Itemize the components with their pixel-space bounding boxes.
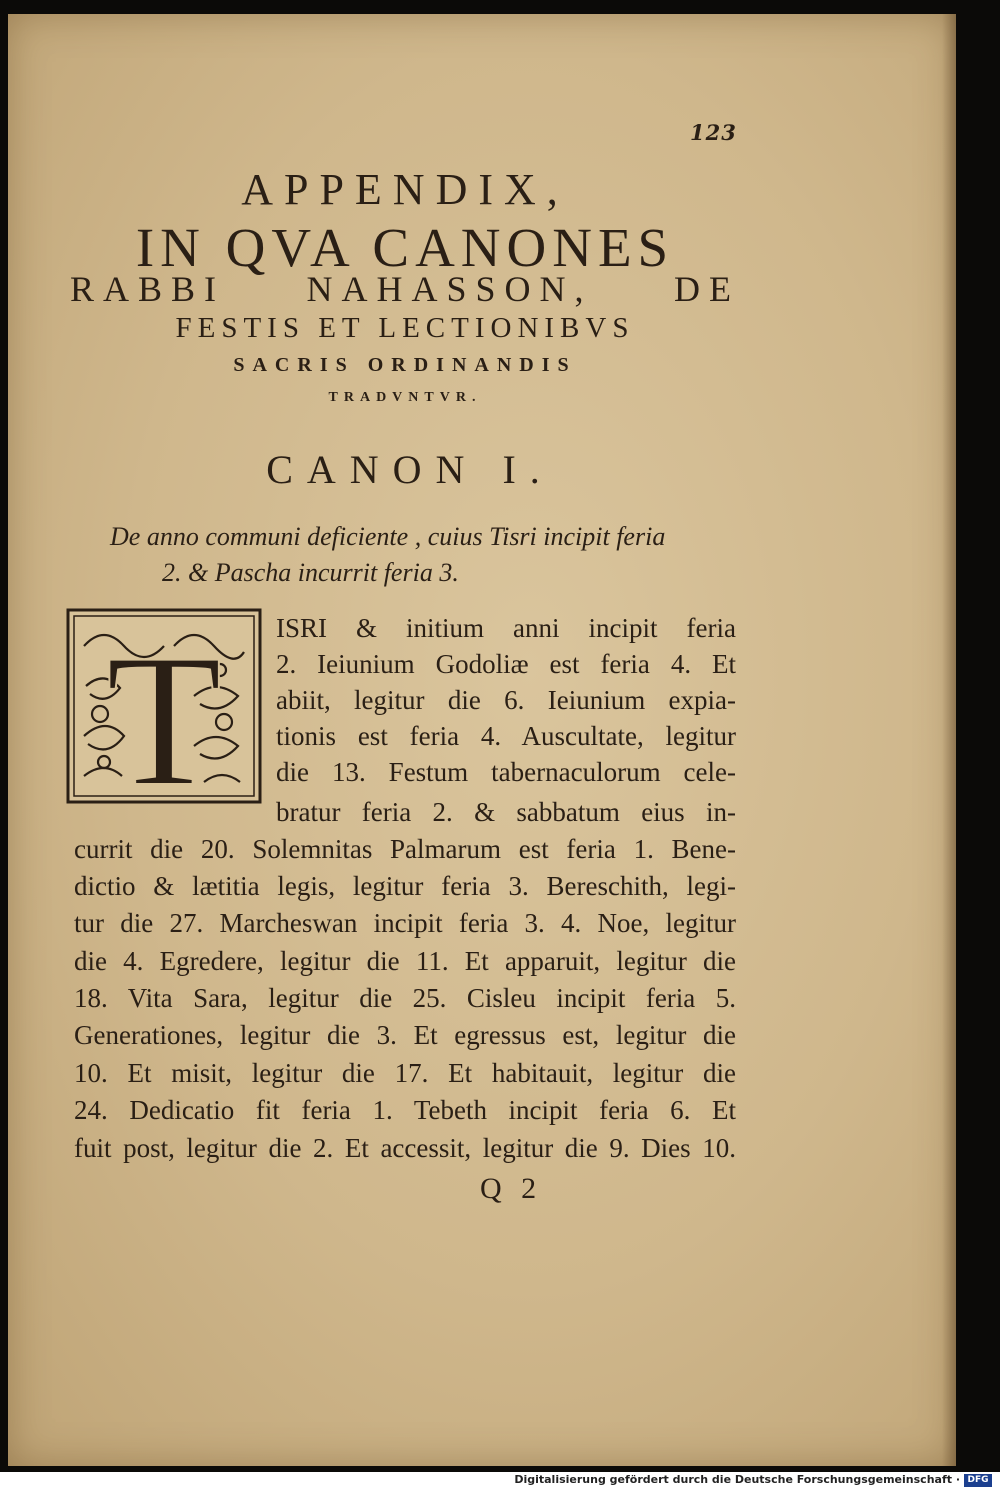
body-line-8: dictio & lætitia legis, legitur feria 3. Bereschith, legi-: [74, 871, 736, 901]
body-line-1: ISRI & initium anni incipit feria: [276, 613, 736, 643]
page-number: 123: [690, 120, 737, 145]
body-line-15: fuit post, legitur die 2. Et accessit, legitur die 9. Dies 10.: [74, 1133, 736, 1163]
dfg-logo-icon: DFG: [964, 1474, 992, 1487]
body-line-2: 2. Ieiunium Godoliæ est feria 4. Et: [276, 649, 736, 679]
body-line-6: bratur feria 2. & sabbatum eius in-: [276, 797, 736, 827]
funding-credit: Digitalisierung gefördert durch die Deutsche Forschungsgemeinschaft ·: [514, 1473, 960, 1486]
footer-bar: [0, 1472, 1000, 1490]
heading-line-1: APPENDIX,: [241, 165, 569, 214]
page-edge-shadow: [942, 14, 956, 1466]
body-line-4: tionis est feria 4. Auscultate, legitur: [276, 721, 736, 751]
body-line-7: currit die 20. Solemnitas Palmarum est feria 1. Bene-: [74, 834, 736, 864]
body-line-3: abiit, legitur die 6. Ieiunium expia-: [276, 685, 736, 715]
heading-line-6: TRADVNTVR.: [328, 390, 482, 405]
body-line-10: die 4. Egredere, legitur die 11. Et apparuit, legitur die: [74, 946, 736, 976]
subtitle-line-1: De anno communi deficiente , cuius Tisri incipit feria: [110, 522, 666, 551]
svg-text:T: T: [105, 616, 223, 806]
body-line-14: 24. Dedicatio fit feria 1. Tebeth incipit feria 6. Et: [74, 1095, 736, 1125]
body-line-9: tur die 27. Marcheswan incipit feria 3. 4. Noe, legitur: [74, 908, 736, 938]
heading-line-2: IN QVA CANONES: [135, 217, 675, 278]
signature-mark: Q 2: [480, 1172, 543, 1205]
body-line-5: die 13. Festum tabernaculorum cele-: [276, 757, 736, 787]
body-line-13: 10. Et misit, legitur die 17. Et habitauit, legitur die: [74, 1058, 736, 1088]
heading-line-4: FESTIS ET LECTIONIBVS: [175, 312, 635, 344]
subtitle-line-2: 2. & Pascha incurrit feria 3.: [162, 558, 459, 587]
heading-line-3: RABBI NAHASSON, DE: [70, 269, 740, 309]
decorated-initial-letter: [64, 606, 264, 806]
heading-line-5: SACRIS ORDINANDIS: [233, 354, 577, 376]
body-line-11: 18. Vita Sara, legitur die 25. Cisleu incipit feria 5.: [74, 983, 736, 1013]
body-line-12: Generationes, legitur die 3. Et egressus est, legitur die: [74, 1020, 736, 1050]
canon-title: CANON I.: [266, 447, 554, 492]
